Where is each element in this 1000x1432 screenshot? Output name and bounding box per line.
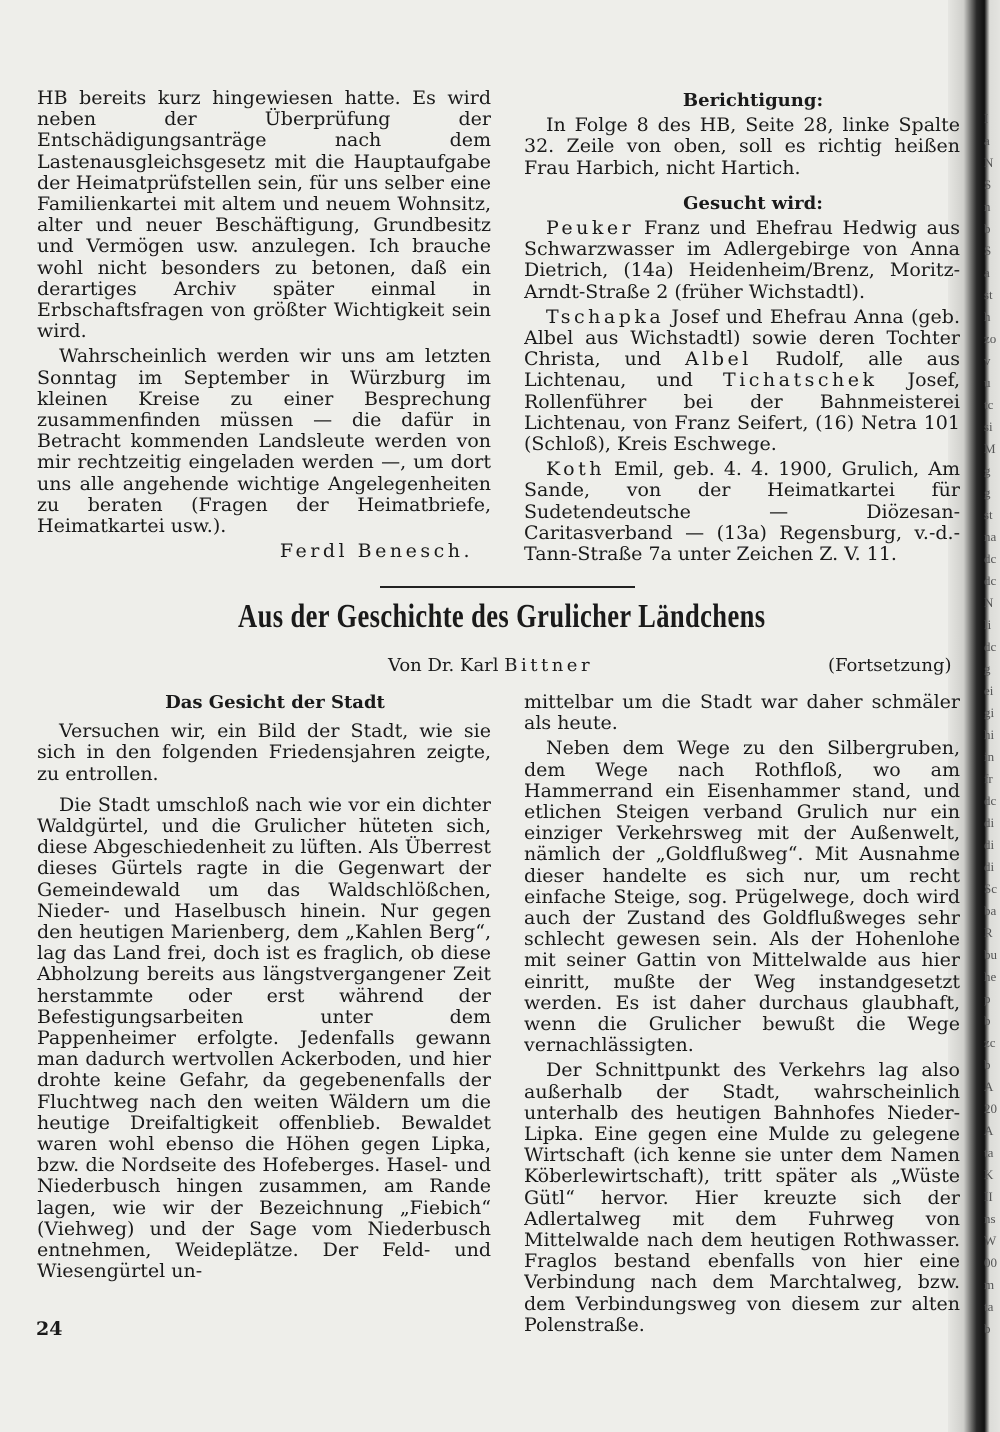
entry-name: Tschapka (546, 305, 665, 328)
entry-name: Albel (685, 348, 752, 371)
berichtigung-heading: Berichtigung: (682, 90, 824, 111)
edge-fragment: dc (984, 573, 997, 588)
edge-fragment: m (984, 1277, 995, 1292)
paragraph: Wahrscheinlich werden wir uns am letzten Sonntag im September in Würzburg im kleinen Kreise zu einer Besprechung zusammenfinden müssen — die dafür in Betracht kommenden Landsleute werden von mir rechtzeitig eingeladen werden —, um dort uns alle angehende wichtige Angelegenheiten zu beraten (Fragen der Heimatbriefe, Heimatkartei usw.). (37, 345, 491, 538)
gesucht-entry (524, 307, 960, 455)
edge-fragment: b (984, 1057, 991, 1072)
page-number: 24 (36, 1318, 63, 1340)
edge-fragment: II (984, 1189, 993, 1204)
edge-fragment: g (984, 485, 991, 500)
edge-fragment: bu (984, 947, 997, 962)
article-byline (388, 655, 593, 676)
edge-fragment: ba (984, 903, 997, 918)
edge-fragment: dc (984, 639, 997, 654)
edge-fragment: A (984, 1079, 994, 1094)
facing-page-edge-text (984, 108, 1000, 1340)
edge-fragment: N (984, 155, 994, 170)
entry-text: Rudolf, alle aus Lichtenau, und (524, 348, 960, 392)
edge-fragment: dc (984, 551, 997, 566)
edge-fragment: p (984, 991, 991, 1006)
edge-fragment: di (984, 815, 995, 830)
gesucht-entry (524, 218, 960, 303)
edge-fragment: hi (984, 727, 995, 742)
edge-fragment: ns (984, 1211, 996, 1226)
edge-fragment: M (984, 441, 996, 456)
edge-fragment: S (984, 243, 992, 258)
entry-name: Peuker (546, 217, 635, 240)
berichtigung-text: In Folge 8 des HB, Seite 28, linke Spalte 32. Zeile von oben, soll es richtig heißen Frau Harbich, nicht Hartich. (524, 114, 960, 179)
edge-fragment: st (984, 507, 993, 522)
edge-fragment: Sc (984, 881, 997, 896)
entry-name: Tichatschek (723, 369, 878, 392)
edge-fragment: di (984, 837, 995, 852)
entry-text: Josef und Ehefrau Anna (geb. Albel aus Wichstadtl) sowie deren Tochter Christa, und (524, 305, 960, 371)
paragraph: Die Stadt umschloß nach wie vor ein dichter Waldgürtel, und die Grulicher hüteten sich, diese Abgeschiedenheit zu lüften. Als Überrest dieses Gürtels ragte in die Gegenwart der Gemeindewald um das Waldschlößchen, Nieder- und Haselbusch hinein. Nur gegen den heutigen Marienberg, dem „Kahlen Berg“, lag das Land frei, doch ist es fraglich, ob diese Abholzung bereits aus längstvergangener Zeit herstammte oder erst während der Befestigungsarbeiten unter dem Pappenheimer erfolgte. Jedenfalls gewann man dadurch wertvollen Ackerboden, und hier drohte keine Gefahr, da gegebenenfalls der Fluchtweg nach den weiten Wäldern um die heutige Dreifaltigkeit offenblieb. Bewaldet waren wohl ebenso die Höhen gegen Lipka, bzw. die Nordseite des Hofeberges. Hasel- und Niederbusch hingen zusammen, am Rande lagen, wie wir der Bezeichnung „Fiebich“ (Viehweg) und der Sage vom Niederbusch entnehmen, Weideplätze. Der Feld- und Wiesengürtel un- (37, 793, 491, 1283)
edge-fragment: fr (984, 771, 993, 786)
edge-fragment: b (984, 1321, 991, 1336)
edge-fragment: na (984, 529, 997, 544)
signature: Ferdl Benesch. (279, 540, 473, 563)
author-name: Bittner (504, 655, 594, 676)
entry-text: Emil, geb. 4. 4. 1900, Grulich, Am Sande, von der Heimatkartei für Sudetendeutsche — Diözesan-Caritasverband — (13a) Regensburg, v.-d.-Tann-Straße 7a unter Zeichen Z. V. 11. (524, 458, 960, 566)
article-right-column (524, 692, 960, 1336)
edge-fragment: R (984, 925, 993, 940)
edge-fragment: h (984, 309, 991, 324)
edge-fragment: a (984, 265, 990, 280)
paragraph: Der Schnittpunkt des Verkehrs lag also außerhalb der Stadt, wahrscheinlich unterhalb des heutigen Bahnhofes Nieder-Lipka. Eine gegen eine Mulde zu gelegene Wirtschaft (ich kenne sie unter dem Namen Köberlewirtschaft), tritt später als „Wüste Gütl“ hervor. Hier kreuzte sich der Adlertalweg mit dem Fuhrweg von Mittelwalde nach dem heutigen Rothwasser. Fraglos bestand ebenfalls von hier eine Verbindung nach dem Marchtalweg, bzw. dem Verbindungsweg von diesem zur alten Polenstraße. (524, 1059, 960, 1336)
gesucht-entry (524, 459, 960, 565)
edge-fragment: si (984, 419, 993, 434)
edge-fragment: I (984, 111, 989, 126)
top-right-column (524, 90, 960, 565)
edge-fragment: g (984, 661, 991, 676)
edge-fragment: a (984, 133, 990, 148)
paragraph: Versuchen wir, ein Bild der Stadt, wie sie sich in den folgenden Friedensjahren zeigte, zu entrollen. (37, 720, 491, 785)
section-heading: Das Gesicht der Stadt (165, 692, 385, 713)
edge-fragment: K (984, 1167, 994, 1182)
paragraph: mittelbar um die Stadt war daher schmäler als heute. (524, 692, 960, 735)
edge-fragment: he (984, 969, 997, 984)
edge-fragment: st (984, 287, 993, 302)
edge-fragment: zc (984, 1035, 996, 1050)
edge-fragment: v (984, 353, 991, 368)
edge-fragment: S (984, 177, 992, 192)
continuation-note: (Fortsetzung) (828, 655, 952, 676)
edge-fragment: N (984, 595, 994, 610)
edge-fragment: in (984, 749, 995, 764)
edge-fragment: gi (984, 705, 995, 720)
edge-fragment: zo (984, 331, 997, 346)
edge-fragment: g (984, 463, 991, 478)
article-left-column (37, 692, 491, 1282)
edge-fragment: 20 (984, 1101, 997, 1116)
edge-fragment: li (984, 617, 992, 632)
byline-prefix: Von Dr. Karl (388, 655, 505, 676)
section-divider (380, 586, 635, 588)
gesucht-heading: Gesucht wird: (683, 192, 823, 214)
entry-text: Josef, Rollenführer bei der Bahnmeisterei Lichtenau, von Franz Seifert, (16) Netra 101 (Schloß), Kreis Eschwege. (524, 369, 960, 456)
edge-fragment: ei (984, 683, 994, 698)
paragraph: HB bereits kurz hingewiesen hatte. Es wird neben der Überprüfung der Entschädigungsanträge nach dem Lastenausgleichsgesetz mit die Hauptaufgabe der Heimatprüfstellen sein, für uns selber eine Familienkartei mit altem und neuem Wohnsitz, alter und neuer Beschäftigung, Grundbesitz und Vermögen usw. anzulegen. Ich brauche wohl nicht besonders zu betonen, daß ein derartiges Archiv später einmal in Erbschaftsfragen von größter Wichtigkeit sein wird. (37, 87, 491, 343)
edge-fragment: di (984, 859, 995, 874)
edge-fragment: 00 (984, 1255, 997, 1270)
edge-fragment: dc (984, 793, 997, 808)
edge-fragment: W (984, 1233, 997, 1248)
edge-fragment: A (984, 1123, 994, 1138)
edge-fragment: b (984, 221, 991, 236)
paragraph: Neben dem Wege zu den Silbergruben, dem Wege nach Rothfloß, wo am Hammerrand ein Eisenhammer stand, und etlichen Steigen verband Grulich nur ein einziger Verkehrsweg mit der Außenwelt, nämlich der „Goldflußweg“. Mit Ausnahme dieser handelte es sich nur, um recht einfache Steige, sog. Prügelwege, doch wird auch der Zustand des Goldflußweges sehr schlecht gewesen sein. Als der Hohenlohe mit seiner Gattin von Mittelwalde aus hier einritt, mußte der Weg instandgesetzt werden. Es ist daher durchaus glaubhaft, wenn die Grulicher bewußt die Wege vernachlässigten. (524, 737, 960, 1057)
edge-fragment: ta (984, 1145, 994, 1160)
edge-fragment: n (984, 199, 991, 214)
top-left-column (37, 88, 491, 562)
edge-fragment: u (984, 375, 991, 390)
article-title: Aus der Geschichte des Grulicher Ländchens (238, 598, 766, 635)
entry-text: Franz und Ehefrau Hedwig aus Schwarzwasser im Adlergebirge von Anna Dietrich, (14a) Heidenheim/Brenz, Moritz-Arndt-Straße 2 (früher Wichstadtl). (524, 217, 960, 303)
edge-fragment: b (984, 1013, 991, 1028)
edge-fragment: ta (984, 1299, 994, 1314)
edge-fragment: tc (984, 397, 994, 412)
entry-name: Koth (546, 458, 605, 481)
